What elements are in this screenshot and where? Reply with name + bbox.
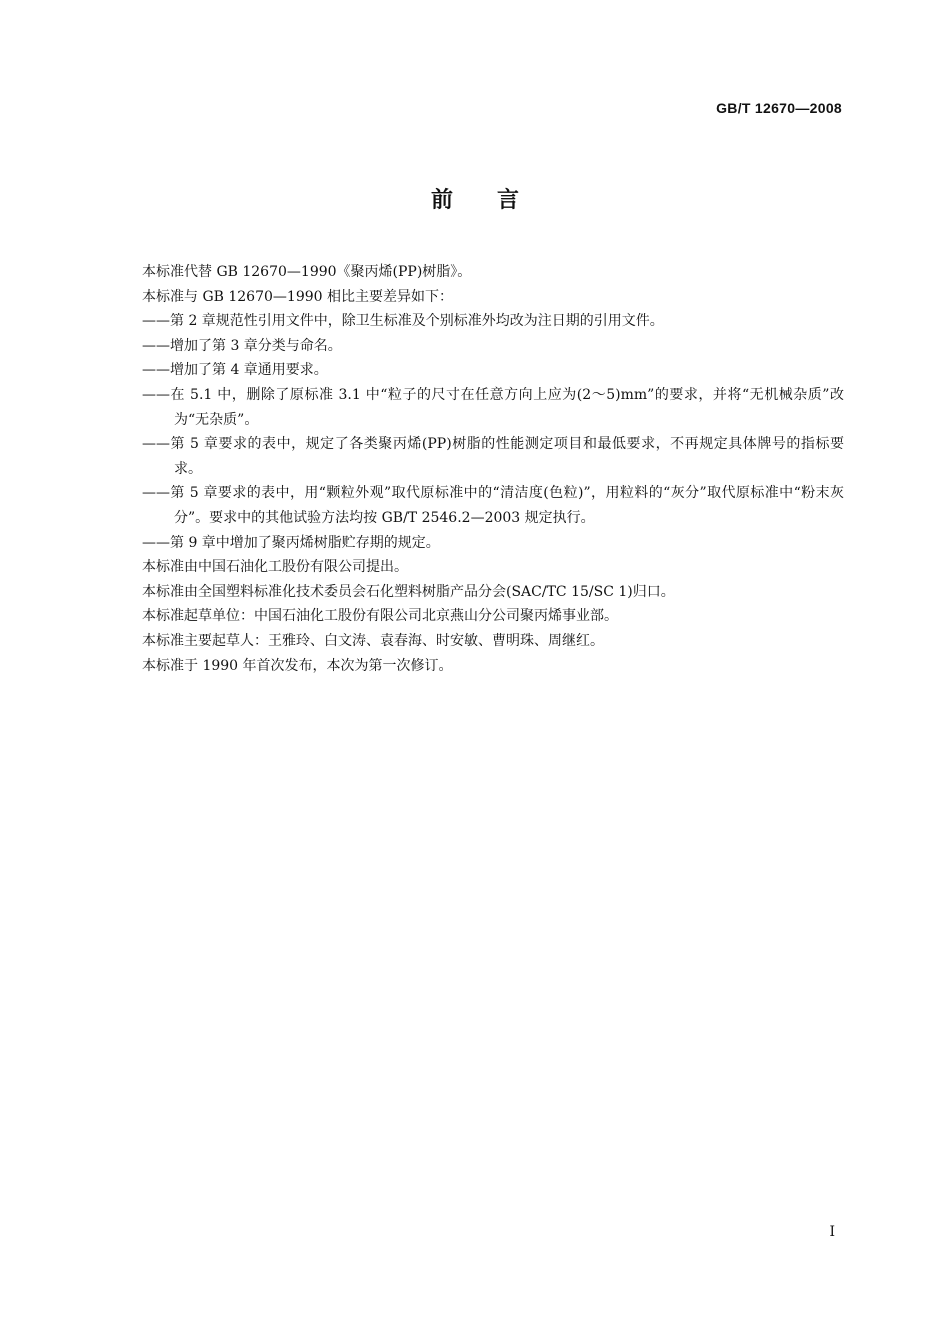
difference-item: ——第 2 章规范性引用文件中，除卫生标准及个别标准外均改为注日期的引用文件。 <box>142 313 664 330</box>
paragraph: 本标准由全国塑料标准化技术委员会石化塑料树脂产品分会(SAC/TC 15/SC 1)归口。 <box>142 583 675 600</box>
difference-item: ——增加了第 4 章通用要求。 <box>142 362 328 379</box>
paragraph: 本标准起草单位：中国石油化工股份有限公司北京燕山分公司聚丙烯事业部。 <box>142 608 618 625</box>
paragraph: 本标准代替 GB 12670—1990《聚丙烯(PP)树脂》。 <box>142 264 472 280</box>
foreword-body <box>142 260 844 678</box>
difference-item: ——第 5 章要求的表中，规定了各类聚丙烯(PP)树脂的性能测定项目和最低要求，不再规定具体牌号的指标要求。 <box>142 436 844 477</box>
paragraph: 本标准于 1990 年首次发布，本次为第一次修订。 <box>142 657 453 674</box>
paragraph: 本标准主要起草人：王雅玲、白文涛、袁春海、时安敏、曹明珠、周继红。 <box>142 632 604 649</box>
difference-item: ——第 9 章中增加了聚丙烯树脂贮存期的规定。 <box>142 534 440 551</box>
paragraph: 本标准与 GB 12670—1990 相比主要差异如下： <box>142 288 453 305</box>
page-title: 前言 <box>430 188 563 213</box>
page-number: I <box>829 1224 835 1240</box>
standard-code: GB/T 12670—2008 <box>716 100 842 116</box>
difference-item: ——在 5.1 中，删除了原标准 3.1 中“粒子的尺寸在任意方向上应为(2～5)mm”的要求，并将“无机械杂质”改为“无杂质”。 <box>142 386 844 428</box>
paragraph: 本标准由中国石油化工股份有限公司提出。 <box>142 559 408 576</box>
difference-item: ——增加了第 3 章分类与命名。 <box>142 337 342 354</box>
difference-item: ——第 5 章要求的表中，用“颗粒外观”取代原标准中的“清洁度(色粒)”，用粒料的“灰分”取代原标准中“粉末灰分”。要求中的其他试验方法均按 GB/T 2546.2—2003 规定执行。 <box>142 485 844 526</box>
